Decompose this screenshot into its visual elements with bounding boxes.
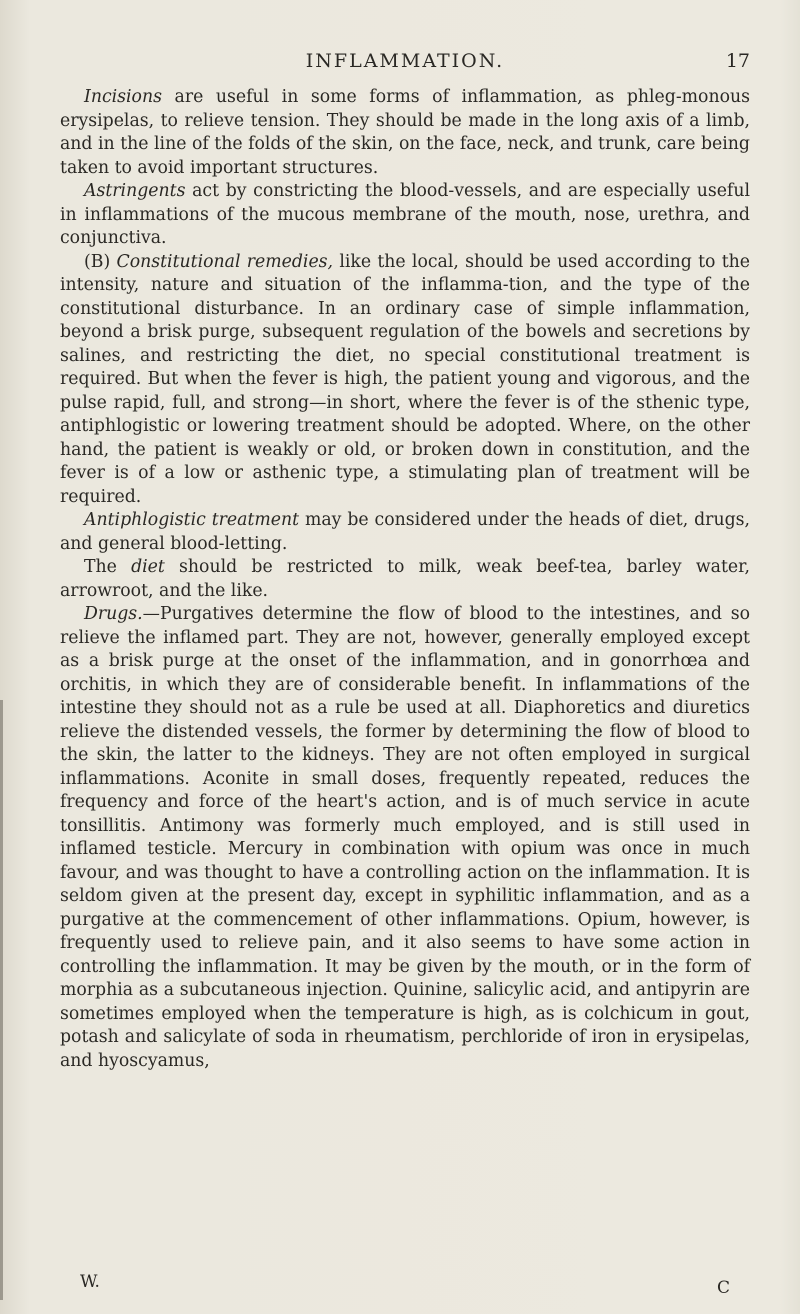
heading-astringents: Astringents xyxy=(84,181,186,201)
paragraph-constitutional xyxy=(60,251,750,510)
running-head: INFLAMMATION. xyxy=(305,50,505,72)
heading-constitutional: Constitutional remedies, xyxy=(116,251,334,272)
paragraph-prefix: The xyxy=(84,557,132,577)
signature-mark: W. xyxy=(80,1272,100,1292)
heading-drugs: Drugs. xyxy=(84,604,143,624)
paragraph-astringents xyxy=(60,180,750,251)
body-text xyxy=(60,86,750,1073)
paragraph-text: may be considered under the heads of diet, drugs, and general blood-letting. xyxy=(60,510,750,554)
section-marker: (B) xyxy=(84,251,117,272)
paragraph-text: like the local, should be used according to the intensity, nature and situation of the inflamma-tion, and the type of the constitutional disturbance. In an ordinary case of simple inflammation, beyond a brisk purge, subsequent regulation of the bowels and secretions by salines, and restricting the diet, no special constitutional treatment is required. But when the fever is high, the patient young and vigorous, and the pulse rapid, full, and strong—in short, where the fever is of the sthenic type, antiphlogistic or lowering treatment should be adopted. Where, on the other hand, the patient is weakly or old, or broken down in constitution, and the fever is of a low or asthenic type, a stimulating plan of treatment will be required. xyxy=(60,251,750,507)
heading-diet: diet xyxy=(131,557,165,577)
paragraph-text: —Purgatives determine the flow of blood to the intestines, and so relieve the inflamed part. They are not, however, generally employed except as a brisk purge at the onset of the inflammation, and in gonorrhœa and orchitis, in which they are of considerable benefit. In inflammations of the intestine they should not as a rule be used at all. Diaphoretics and diuretics relieve the distended vessels, the former by determining the flow of blood to the skin, the latter to the kidneys. They are not often employed in surgical inflammations. Aconite in small doses, frequently repeated, reduces the frequency and force of the heart's action, and is of much service in acute tonsillitis. Antimony was formerly much employed, and is still used in inflamed testicle. Mercury in combination with opium was once in much favour, and was thought to have a controlling action on the inflammation. It is seldom given at the present day, except in syphilitic inflammation, and as a purgative at the commencement of other inflammations. Opium, however, is frequently used to relieve pain, and it also seems to have some action in controlling the inflammation. It may be given by the mouth, or in the form of morphia as a subcutaneous injection. Quinine, salicylic acid, and antipyrin are sometimes employed when the temperature is high, as is colchicum in gout, potash and salicylate of soda in rheumatism, perchloride of iron in erysipelas, and hyoscyamus, xyxy=(60,604,750,1071)
page-footer xyxy=(80,1272,730,1302)
heading-antiphlogistic: Antiphlogistic treatment xyxy=(84,510,300,530)
paragraph-text: should be restricted to milk, weak beef-tea, barley water, arrowroot, and the like. xyxy=(60,557,750,601)
sheet-mark: C xyxy=(716,1278,730,1298)
page-header xyxy=(60,50,750,80)
paragraph-drugs xyxy=(60,603,750,1073)
paragraph-incisions xyxy=(60,86,750,180)
paragraph-text: are useful in some forms of inflammation, as phleg-monous erysipelas, to relieve tension. They should be made in the long axis of a limb, and in the line of the folds of the skin, on the face, neck, and trunk, care being taken to avoid important structures. xyxy=(60,87,750,178)
paragraph-antiphlogistic xyxy=(60,509,750,556)
paragraph-text: act by constricting the blood-vessels, and are especially useful in inflammations of the mucous membrane of the mouth, nose, urethra, and conjunctiva. xyxy=(60,181,750,248)
page-edge-shadow xyxy=(0,700,3,1300)
page-number: 17 xyxy=(725,50,750,72)
paragraph-diet xyxy=(60,556,750,603)
heading-incisions: Incisions xyxy=(84,87,162,107)
